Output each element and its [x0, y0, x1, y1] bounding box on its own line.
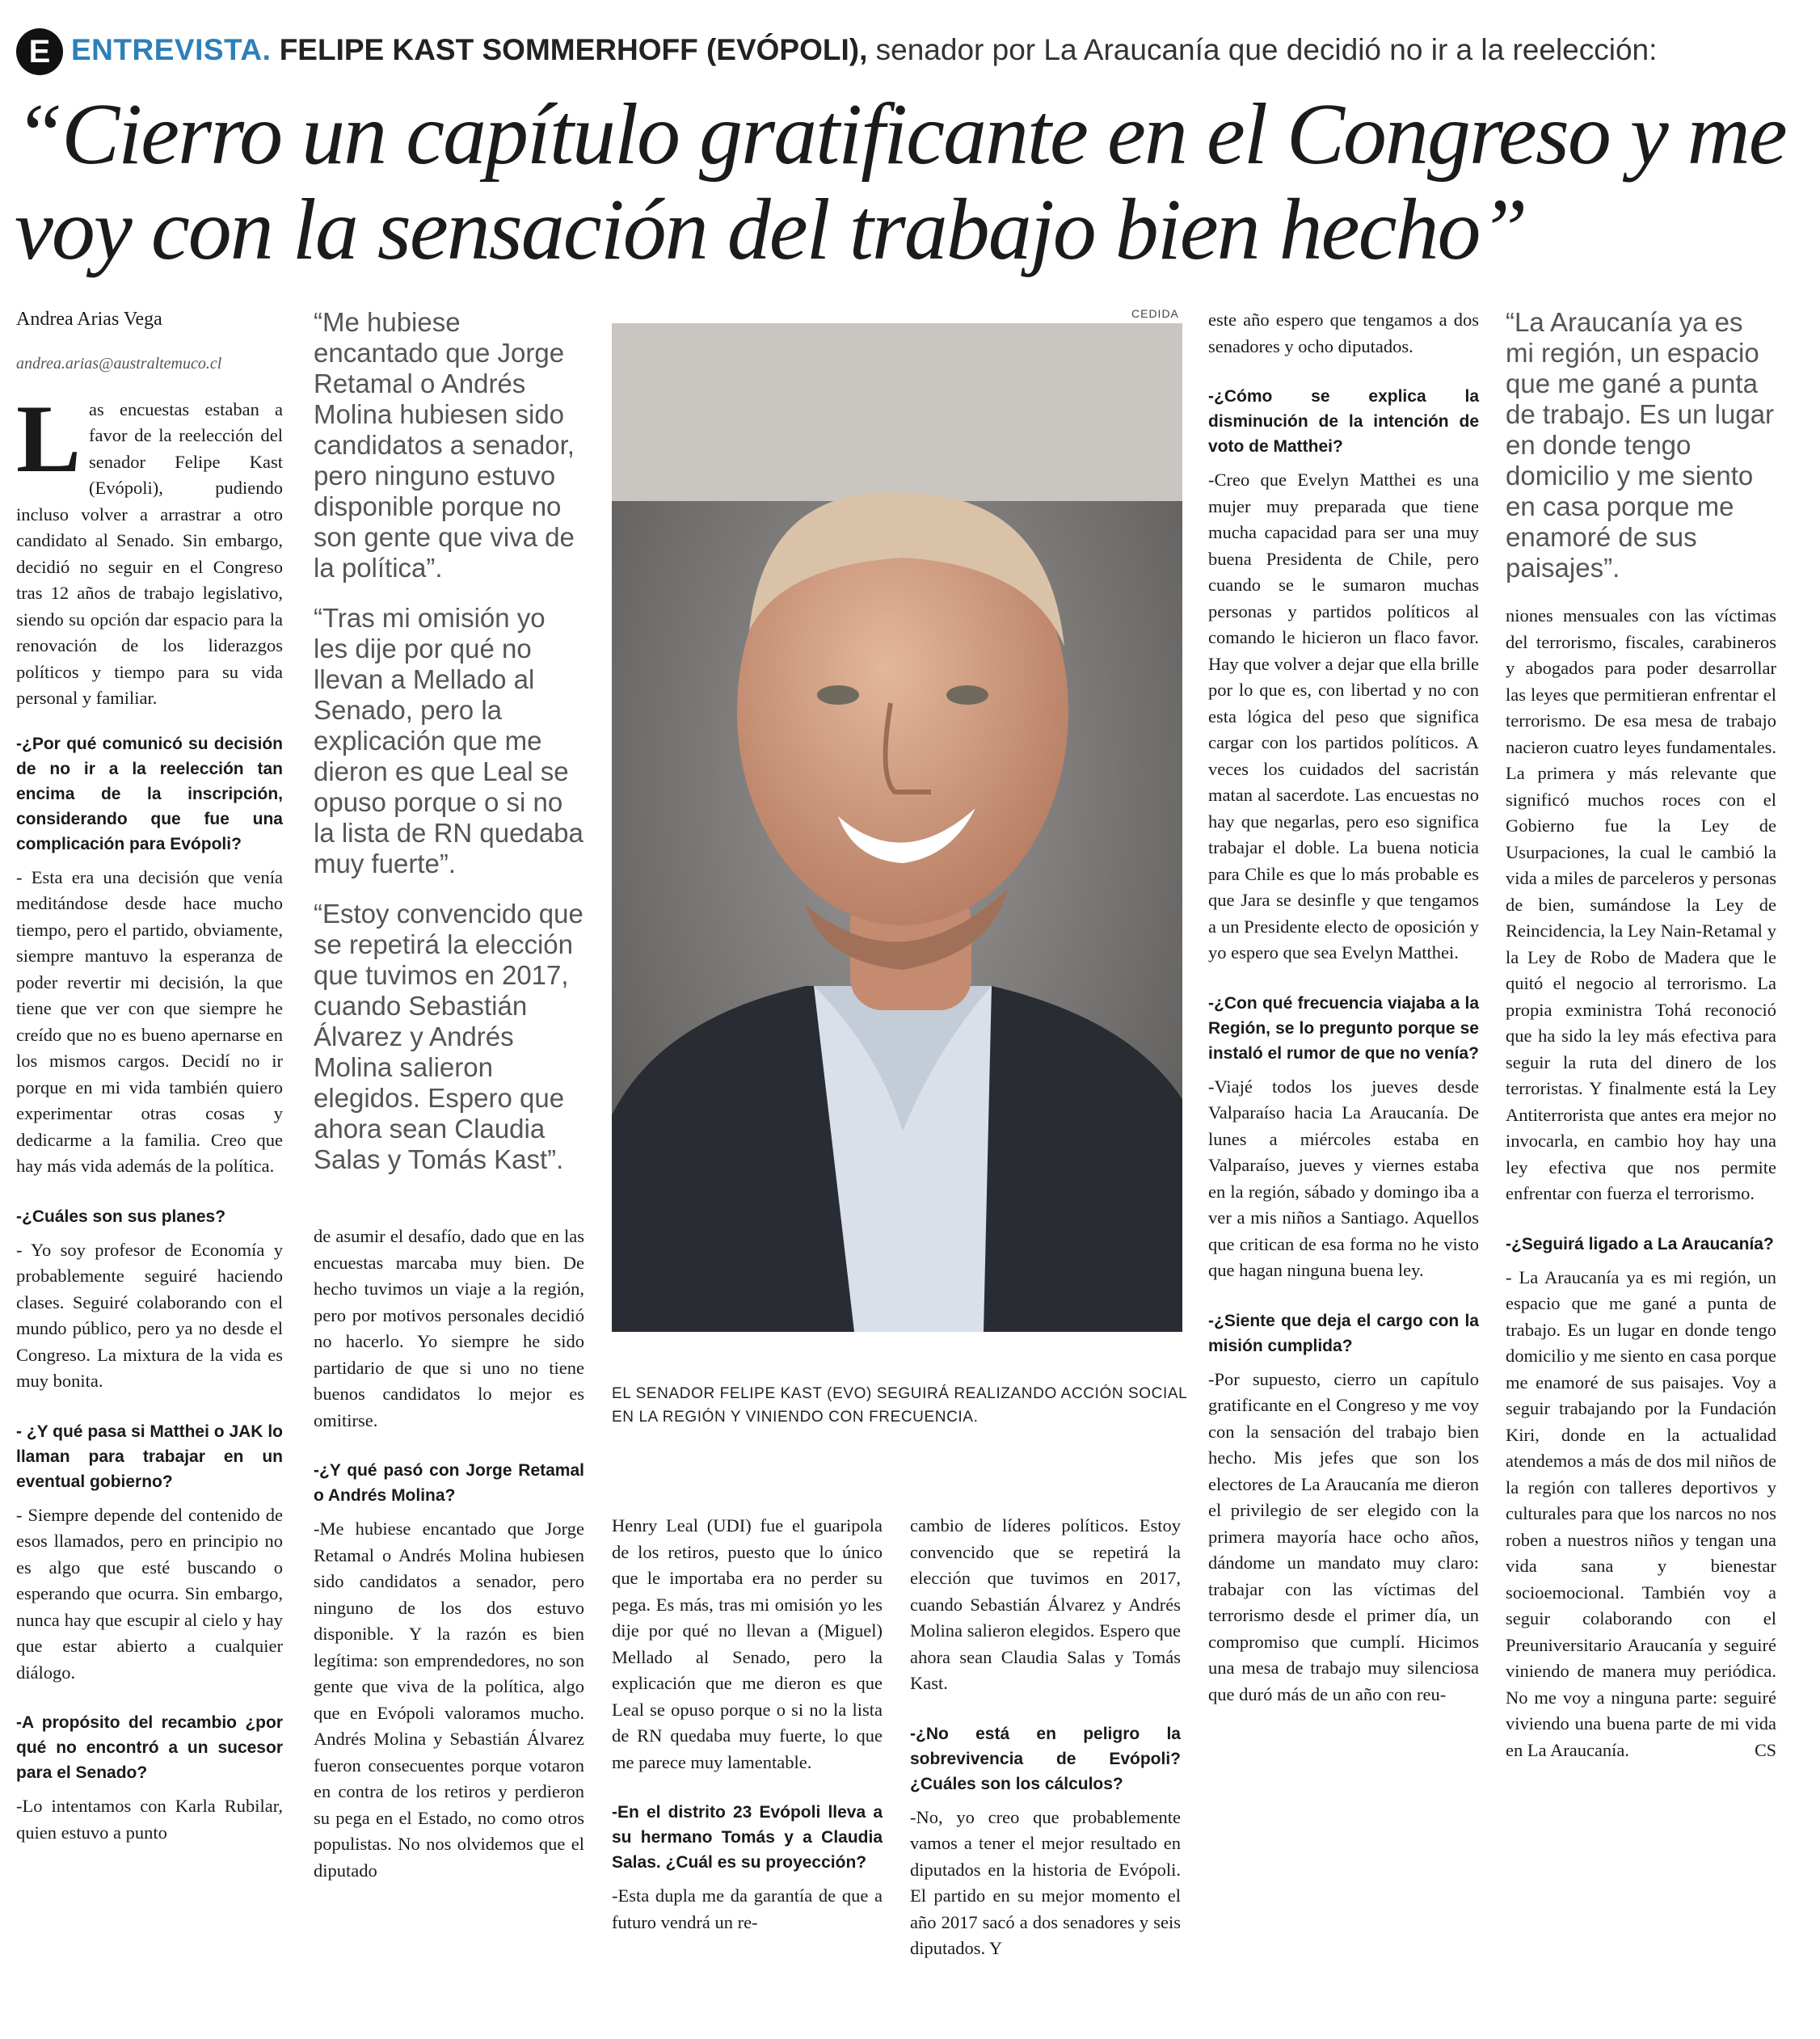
question: -En el distrito 23 Evópoli lleva a su hermano Tomás y a Claudia Salas. ¿Cuál es su proyección?: [612, 1803, 883, 1872]
question: -A propósito del recambio ¿por qué no encontró a un sucesor para el Senado?: [16, 1713, 283, 1782]
answer-continued: este año espero que tengamos a dos senadores y ocho diputados.: [1208, 310, 1479, 356]
section-badge: E: [16, 28, 63, 75]
portrait-illustration: [612, 323, 1182, 1332]
question: -¿Siente que deja el cargo con la misión cumplida?: [1208, 1311, 1479, 1355]
answer: - Esta era una decisión que venía meditándose desde hace mucho tiempo, pero el partido, obviamente, siempre mantuvo la esperanza de poder revertir mi decisión, la que tiene que ver con que siempre he creído que no es bueno apernarse en los mismos cargos. Decidí no ir porque en mi vida también quiero experimentar otras cosas y dedicarme a la familia. Creo que hay más vida además de la política.: [16, 866, 283, 1176]
answer: -Lo intentamos con Karla Rubilar, quien estuvo a punto: [16, 1796, 283, 1843]
answer: - Yo soy profesor de Economía y probablemente seguiré haciendo clases. Seguiré colaborando con el mundo público, pero ya no desde el Congreso. La mixtura de la vida es muy bonita.: [16, 1239, 283, 1391]
headline: “Cierro un capítulo gratificante en el Congreso y me voy con la sensación del trabajo bien hecho”: [15, 86, 1786, 278]
section-tag: ENTREVISTA.: [71, 33, 272, 66]
pull-quote: “La Araucanía ya es mi región, un espacio que me gané a punta de trabajo. Es un lugar en donde tengo domicilio y me siento en casa porque me enamoré de sus paisajes”.: [1506, 307, 1775, 583]
question: -¿Cómo se explica la disminución de la intención de voto de Matthei?: [1208, 387, 1479, 456]
pull-quote: “Estoy convencido que se repetirá la elección que tuvimos en 2017, cuando Sebastián Álvarez y Andrés Molina salieron elegidos. Espero que ahora sean Claudia Salas y Tomás Kast”.: [314, 899, 583, 1174]
answer: [1506, 1265, 1776, 1764]
end-mark: CS: [1755, 1739, 1776, 1760]
column-1: [16, 307, 283, 1870]
column-4: [910, 1513, 1181, 1986]
answer-continued: niones mensuales con las víctimas del terrorismo, fiscales, carabineros y abogados para poder desarrollar las leyes que permitieran enfrentar el terrorismo. De esa mesa de trabajo nacieron cuatro leyes fundamentales. La primera y más relevante que significó muchos roces con el Gobierno fue la Ley de Usurpaciones, la cual le cambió la vida a miles de parceleros y personas de bien, sumándose la Ley de Reincidencia, la Ley Nain-Retamal y la Ley de Robo de Madera que le quitó el negocio al terrorismo. La propia exministra Tohá reconoció que ha sido la ley más efectiva para seguir la ruta del dinero de los terroristas. Y finalmente está la Ley Antiterrorista que antes era mejor no invocarla, en cambio hoy hay una ley efectiva que nos permite enfrentar con fuerza el terrorismo.: [1506, 605, 1776, 1203]
answer: -Esta dupla me da garantía de que a futuro vendrá un re-: [612, 1885, 883, 1932]
answer: -Creo que Evelyn Matthei es una mujer muy preparada que tiene mucha capacidad para ser una muy buena Presidenta de Chile, pero cuando se le sumaron muchas personas y partidos políticos al comando le hicieron un flaco favor. Hay que volver a dejar que ella brille por lo que es, con libertad y no con esta lógica del peso que significa cargar con los partidos políticos. A veces los cuidados del sacristán matan al sacerdote. Las encuestas no hay que negarlas, pero eso significa trabajar el doble. La buena noticia para Chile es que lo más probable es que Jara se desinfle y que tengamos a un Presidente electo de oposición y yo espero que sea Evelyn Matthei.: [1208, 470, 1479, 963]
byline-author: Andrea Arias Vega: [16, 309, 162, 330]
answer: -Viajé todos los jueves desde Valparaíso hacia La Araucanía. De lunes a miércoles estaba en Valparaíso, jueves y viernes estaba en la región, sábado y domingo iba a ver a mis niños a Santiago. Aquellos que critican de esa forma no he visto que hagan ninguna buena ley.: [1208, 1076, 1479, 1280]
question: -¿No está en peligro la sobrevivencia de Evópoli? ¿Cuáles son los cálculos?: [910, 1724, 1181, 1793]
interviewee-name: FELIPE KAST SOMMERHOFF (EVÓPOLI),: [279, 33, 868, 66]
column-2: [314, 307, 584, 1908]
answer: -Por supuesto, cierro un capítulo gratificante en el Congreso y me voy con la sensación del trabajo bien hecho. Mis jefes que son los electores de La Araucanía me dieron el privilegio de ser elegido con la primera mayoría hace ocho años, dándome un mandato muy claro: trabajar con las víctimas del terrorismo desde el primer día, un compromiso que cumplí. Hicimos una mesa de trabajo muy silenciosa que duró más de un año con reu-: [1208, 1368, 1479, 1704]
question: -¿Cuáles son sus planes?: [16, 1207, 226, 1226]
question: -¿Seguirá ligado a La Araucanía?: [1506, 1234, 1774, 1253]
answer: - Siempre depende del contenido de esos llamados, pero en principio no es algo que esté buscando o esperando que ocurra. Sin embargo, nunca hay que escupir al cielo y hay que estar abierto a cualquier diálogo.: [16, 1504, 283, 1683]
question: -¿Con qué frecuencia viajaba a la Región, se lo pregunto porque se instaló el rumor de que no venía?: [1208, 993, 1479, 1063]
question: - ¿Y qué pasa si Matthei o JAK lo llaman para trabajar en un eventual gobierno?: [16, 1422, 283, 1491]
question: -¿Y qué pasó con Jorge Retamal o Andrés Molina?: [314, 1461, 584, 1505]
pull-quote: “Tras mi omisión yo les dije por qué no llevan a Mellado al Senado, pero la explicación que me dieron es que Leal se opuso porque o si no la lista de RN quedaba muy fuerte”.: [314, 603, 583, 878]
byline-email: andrea.arias@australtemuco.cl: [16, 355, 222, 373]
answer-continued: Henry Leal (UDI) fue el guaripola de los retiros, puesto que lo único que le importaba era no perder su pega. Es más, tras mi omisión yo les dije por qué no llevan a (Miguel) Mellado al Senado, pero la explicación que me dieron es que Leal se opuso porque o si no la lista de RN quedaba muy fuerte, lo que me parece muy lamentable.: [612, 1515, 883, 1772]
photo-caption: EL SENADOR FELIPE KAST (EVO) SEGUIRÁ REALIZANDO ACCIÓN SOCIAL EN LA REGIÓN Y VINIENDO CON FRECUENCIA.: [612, 1385, 1187, 1426]
column-6: [1506, 307, 1776, 1788]
answer: -Me hubiese encantado que Jorge Retamal o Andrés Molina hubiesen sido candidatos a senador, pero ninguno de los dos estuvo disponible. Y la razón es bien legítima: son emprendedores, no son gente que viva de la política, algo que en Evópoli valoramos mucho. Andrés Molina y Sebastián Álvarez fueron consecuentes porque votaron en contra de los retiros y perdieron su pega en el Estado, no como otros populistas. No nos olvidemos que el diputado: [314, 1519, 584, 1881]
kicker: [16, 24, 1802, 76]
question: -¿Por qué comunicó su decisión de no ir a la reelección tan encima de la inscripción, considerando que fue una complicación para Evópoli?: [16, 734, 283, 853]
lead-paragraph: Las encuestas estaban a favor de la reelección del senador Felipe Kast (Evópoli), pudiendo incluso volver a arrastrar a otro candidato al Senado. Sin embargo, decidió no seguir en el Congreso tras 12 años de trabajo legislativo, siendo su opción dar espacio para la renovación de los liderazgos políticos y tiempo para su vida personal y familiar.: [16, 384, 283, 708]
column-3: [612, 1513, 883, 1960]
senator-photo: [612, 323, 1182, 1332]
photo-credit: CEDIDA: [1131, 307, 1179, 320]
answer-text: - La Araucanía ya es mi región, un espacio que me gané a punta de trabajo. Es un lugar en donde tengo domicilio y me siento en casa porque me enamoré de sus paisajes. Voy a seguir trabajando por la Fundación Kiri, donde en la actualidad atendemos a más de dos mil niños de la región con talleres deportivos y culturales para que los narcos no nos roben a nuestros niños y tengan una vida sana y bienestar socioemocional. También voy a seguir colaborando con el Preuniversitario Araucanía y seguiré viniendo de manera muy periódica. No me voy a ninguna parte: seguiré viviendo una buena parte de mi vida en La Araucanía.: [1506, 1266, 1776, 1760]
answer-continued: de asumir el desafío, dado que en las encuestas marcaba muy bien. De hecho tuvimos un viaje a la región, pero por motivos personales decidió no hacerlo. Yo siempre he sido partidario de que si uno no tiene buenos candidatos lo mejor es omitirse.: [314, 1226, 584, 1430]
column-5: [1208, 307, 1479, 1732]
pull-quote: “Me hubiese encantado que Jorge Retamal o Andrés Molina hubiesen sido candidatos a senador, pero ninguno estuvo disponible porque no son gente que viva de la política”.: [314, 307, 575, 583]
answer: -No, yo creo que probablemente vamos a tener el mejor resultado en diputados en la historia de Evópoli. El partido en su mejor momento el año 2017 sacó a dos senadores y seis diputados. Y: [910, 1806, 1181, 1958]
answer-continued: cambio de líderes políticos. Estoy convencido que se repetirá la elección que tuvimos en 2017, cuando Sebastián Álvarez y Andrés Molina salieron elegidos. Espero que ahora sean Claudia Salas y Tomás Kast.: [910, 1515, 1181, 1693]
kicker-description: senador por La Araucanía que decidió no ir a la reelección:: [875, 33, 1658, 66]
